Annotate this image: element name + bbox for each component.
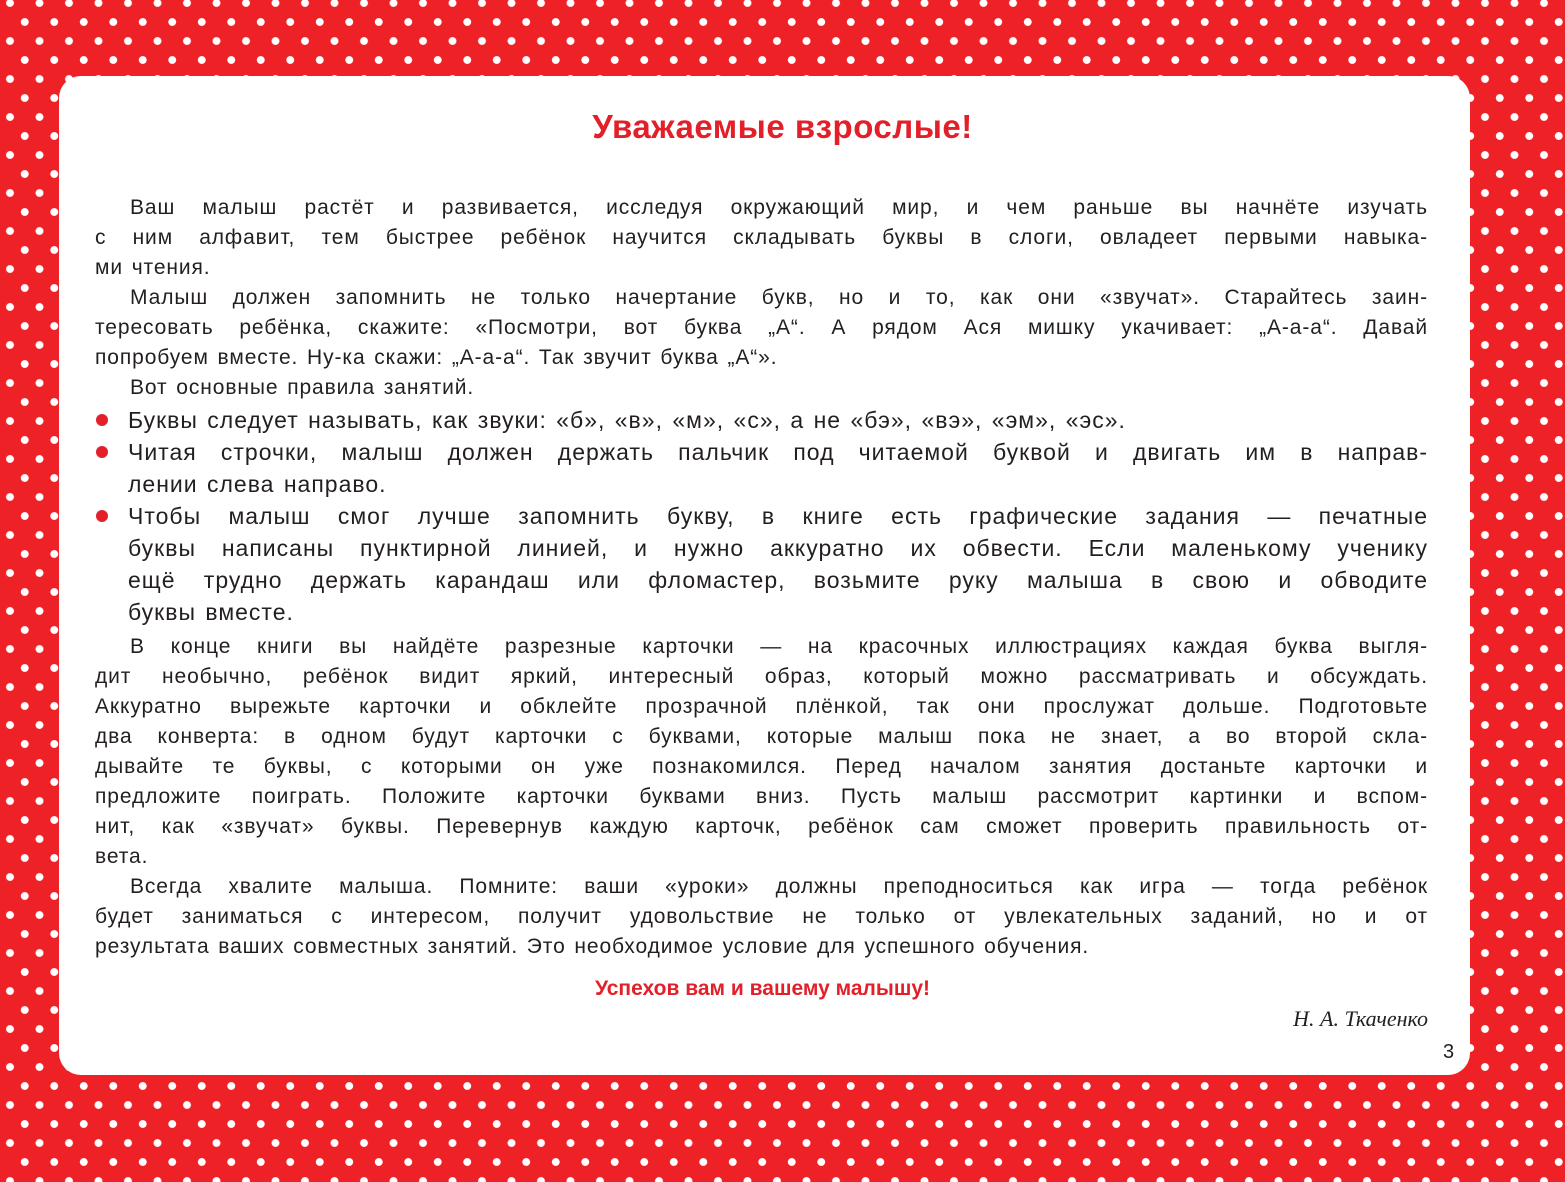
bullet-icon xyxy=(96,510,108,522)
text-line: нит, как «звучат» буквы. Перевернув каждую карточк, ребёнок сам сможет проверить правильность от- xyxy=(95,815,1428,838)
text-line: ми чтения. xyxy=(95,256,211,279)
closing-wish: Успехов вам и вашему малышу! xyxy=(594,977,931,1000)
text-line: В конце книги вы найдёте разрезные карточки — на красочных иллюстрациях каждая буква выгля- xyxy=(130,635,1428,658)
text-line: тересовать ребёнка, скажите: «Посмотри, вот буква „А“. А рядом Ася мишку укачивает: „А-а-а“. Давай xyxy=(95,316,1428,339)
paragraph xyxy=(95,193,1428,283)
paragraph xyxy=(95,373,1428,403)
rules-list xyxy=(95,404,1428,628)
author-signature: Н. А. Ткаченко xyxy=(1293,1006,1428,1031)
intro-text xyxy=(95,193,1428,403)
list-item xyxy=(95,436,1428,500)
paragraph xyxy=(95,632,1428,872)
text-line: будет заниматься с интересом, получит удовольствие не только от увлекательных заданий, но и от xyxy=(95,905,1428,928)
list-item xyxy=(95,404,1428,436)
list-item xyxy=(95,500,1428,628)
text-line: Ваш малыш растёт и развивается, исследуя окружающий мир, и чем раньше вы начнёте изучать xyxy=(130,196,1428,219)
text-line: два конверта: в одном будут карточки с буквами, которые малыш пока не знает, а во второй скла- xyxy=(95,725,1428,748)
text-line: лении слева направо. xyxy=(128,471,387,497)
text-line: ещё трудно держать карандаш или фломастер, возьмите руку малыша в свою и обводите xyxy=(128,567,1428,593)
text-line: Вот основные правила занятий. xyxy=(130,376,475,399)
text-line: Чтобы малыш смог лучше запомнить букву, в книге есть графические задания — печатные xyxy=(128,503,1428,529)
text-line: буквы написаны пунктирной линией, и нужно аккуратно их обвести. Если маленькому ученику xyxy=(128,535,1428,561)
text-line: попробуем вместе. Ну-ка скажи: „А-а-а“. Так звучит буква „А“». xyxy=(95,346,778,369)
text-line: дывайте те буквы, с которыми он уже познакомился. Перед началом занятия достаньте карточки и xyxy=(95,755,1428,778)
text-line: предложите поиграть. Положите карточки буквами вниз. Пусть малыш рассмотрит картинки и вспом- xyxy=(95,785,1428,808)
paragraph xyxy=(95,872,1428,962)
text-line: Всегда хвалите малыша. Помните: ваши «уроки» должны преподноситься как игра — тогда ребёнок xyxy=(130,875,1428,898)
paragraph xyxy=(95,283,1428,373)
bullet-icon xyxy=(96,446,108,458)
text-line: Аккуратно вырежьте карточки и обклейте прозрачной плёнкой, так они прослужат дольше. Подготовьте xyxy=(95,695,1428,718)
page-number: 3 xyxy=(1443,1041,1455,1063)
text-line: дит необычно, ребёнок видит яркий, интересный образ, который можно рассматривать и обсуждать. xyxy=(95,665,1428,688)
text-line: вета. xyxy=(95,845,149,868)
text-line: буквы вместе. xyxy=(128,599,294,625)
text-line: с ним алфавит, тем быстрее ребёнок научится складывать буквы в слоги, овладеет первыми навыка- xyxy=(95,226,1428,249)
bullet-icon xyxy=(96,414,108,426)
text-line: Читая строчки, малыш должен держать пальчик под читаемой буквой и двигать им в направ- xyxy=(128,439,1428,465)
text-line: результата ваших совместных занятий. Это необходимое условие для успешного обучения. xyxy=(95,935,1090,958)
text-line: Малыш должен запомнить не только начертание букв, но и то, как они «звучат». Старайтесь заин- xyxy=(130,286,1428,309)
text-line: Буквы следует называть, как звуки: «б», «в», «м», «с», а не «бэ», «вэ», «эм», «эс». xyxy=(128,407,1126,433)
page-title: Уважаемые взрослые! xyxy=(592,108,973,145)
outro-text xyxy=(95,632,1428,962)
